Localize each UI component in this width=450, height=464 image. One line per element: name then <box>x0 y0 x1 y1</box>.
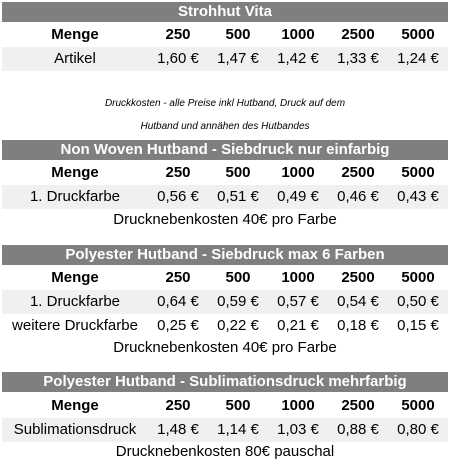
side-costs-note: Drucknebenkosten 80€ pauschal <box>115 443 335 460</box>
price-cell: 1,33 € <box>337 50 379 67</box>
side-costs-note: Drucknebenkosten 40€ pro Farbe <box>113 339 337 356</box>
header-cell-menge: Menge <box>51 397 99 414</box>
section-title: Polyester Hutband - Siebdruck max 6 Farben <box>2 245 448 265</box>
table-row <box>2 418 448 442</box>
header-cell-1000: 1000 <box>281 26 315 43</box>
header-cell-250: 250 <box>165 397 191 414</box>
price-cell: 0,57 € <box>277 293 319 310</box>
header-cell-menge: Menge <box>51 164 99 181</box>
table-header-row <box>2 266 448 291</box>
header-cell-1000: 1000 <box>281 397 315 414</box>
table-row <box>2 314 448 338</box>
header-cell-2500: 2500 <box>341 269 375 286</box>
price-cell: 1,24 € <box>397 50 439 67</box>
header-cell-menge: Menge <box>51 26 99 43</box>
table-row <box>2 47 448 71</box>
header-cell-500: 500 <box>225 397 251 414</box>
header-cell-1000: 1000 <box>281 164 315 181</box>
table-header-row <box>2 394 448 419</box>
header-cell-5000: 5000 <box>401 164 435 181</box>
price-cell: 0,21 € <box>277 317 319 334</box>
price-cell: 0,22 € <box>217 317 259 334</box>
header-cell-500: 500 <box>225 164 251 181</box>
price-cell: 0,49 € <box>277 188 319 205</box>
price-cell: 1,47 € <box>217 50 259 67</box>
header-cell-1000: 1000 <box>281 269 315 286</box>
row-label: 1. Druckfarbe <box>29 188 121 205</box>
price-cell: 0,56 € <box>157 188 199 205</box>
price-cell: 1,14 € <box>217 421 259 438</box>
price-cell: 0,51 € <box>217 188 259 205</box>
price-cell: 1,42 € <box>277 50 319 67</box>
table-row <box>2 185 448 209</box>
price-cell: 0,54 € <box>337 293 379 310</box>
header-cell-2500: 2500 <box>341 164 375 181</box>
table-header-row <box>2 23 448 48</box>
price-cell: 0,59 € <box>217 293 259 310</box>
header-cell-500: 500 <box>225 269 251 286</box>
price-cell: 0,18 € <box>337 317 379 334</box>
row-label: Artikel <box>54 50 96 67</box>
price-cell: 1,03 € <box>277 421 319 438</box>
table-header-row <box>2 161 448 186</box>
row-label: 1. Druckfarbe <box>29 293 121 310</box>
price-cell: 1,48 € <box>157 421 199 438</box>
header-cell-250: 250 <box>165 269 191 286</box>
header-cell-500: 500 <box>225 26 251 43</box>
header-cell-250: 250 <box>165 26 191 43</box>
section-title: Polyester Hutband - Sublimationsdruck mehrfarbig <box>2 372 448 392</box>
price-cell: 0,64 € <box>157 293 199 310</box>
section-title: Strohhut Vita <box>2 2 448 22</box>
header-cell-250: 250 <box>165 164 191 181</box>
price-cell: 0,15 € <box>397 317 439 334</box>
price-cell: 0,80 € <box>397 421 439 438</box>
price-cell: 0,88 € <box>337 421 379 438</box>
header-cell-2500: 2500 <box>341 26 375 43</box>
print-cost-note-line-1: Druckkosten - alle Preise inkl Hutband, Druck auf dem <box>104 98 346 109</box>
price-cell: 0,25 € <box>157 317 199 334</box>
print-cost-note-line-2: Hutband und annähen des Hutbandes <box>140 121 310 132</box>
header-cell-5000: 5000 <box>401 397 435 414</box>
price-cell: 0,46 € <box>337 188 379 205</box>
row-label: weitere Druckfarbe <box>12 317 138 334</box>
row-label: Sublimationsdruck <box>13 421 137 438</box>
header-cell-2500: 2500 <box>341 397 375 414</box>
price-cell: 1,60 € <box>157 50 199 67</box>
table-row <box>2 290 448 314</box>
side-costs-note: Drucknebenkosten 40€ pro Farbe <box>113 211 337 228</box>
header-cell-5000: 5000 <box>401 269 435 286</box>
header-cell-5000: 5000 <box>401 26 435 43</box>
price-cell: 0,50 € <box>397 293 439 310</box>
section-title: Non Woven Hutband - Siebdruck nur einfarbig <box>2 140 448 160</box>
header-cell-menge: Menge <box>51 269 99 286</box>
price-cell: 0,43 € <box>397 188 439 205</box>
